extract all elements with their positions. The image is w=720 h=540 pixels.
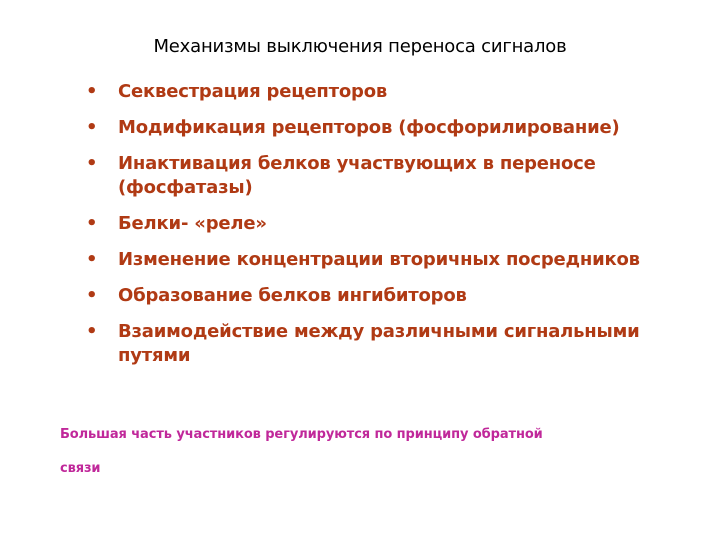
bullet-text: Белки- «реле»	[118, 213, 267, 234]
bullet-item	[86, 284, 696, 308]
bullet-item	[86, 248, 696, 272]
bullet-dot-icon: •	[86, 153, 98, 174]
bullet-dot-icon: •	[86, 249, 98, 270]
bullet-list	[86, 80, 696, 380]
footnote-line-2: связи	[60, 461, 101, 476]
bullet-dot-icon: •	[86, 285, 98, 306]
bullet-item	[86, 152, 696, 200]
slide-title: Механизмы выключения переноса сигналов	[153, 36, 567, 57]
bullet-item	[86, 212, 696, 236]
bullet-text: Изменение концентрации вторичных посредников	[118, 249, 640, 270]
bullet-dot-icon: •	[86, 213, 98, 234]
bullet-dot-icon: •	[86, 321, 98, 342]
bullet-item	[86, 116, 696, 140]
bullet-text: Взаимодействие между различными сигнальными путями	[118, 321, 640, 366]
footnote-line-1: Большая часть участников регулируются по принципу обратной	[60, 427, 543, 442]
bullet-dot-icon: •	[86, 81, 98, 102]
bullet-dot-icon: •	[86, 117, 98, 138]
bullet-text: Образование белков ингибиторов	[118, 285, 467, 306]
bullet-text: Инактивация белков участвующих в переносе (фосфатазы)	[118, 153, 596, 198]
bullet-item	[86, 320, 696, 368]
bullet-item	[86, 80, 696, 104]
bullet-text: Секвестрация рецепторов	[118, 81, 388, 102]
bullet-text: Модификация рецепторов (фосфорилирование)	[118, 117, 620, 138]
